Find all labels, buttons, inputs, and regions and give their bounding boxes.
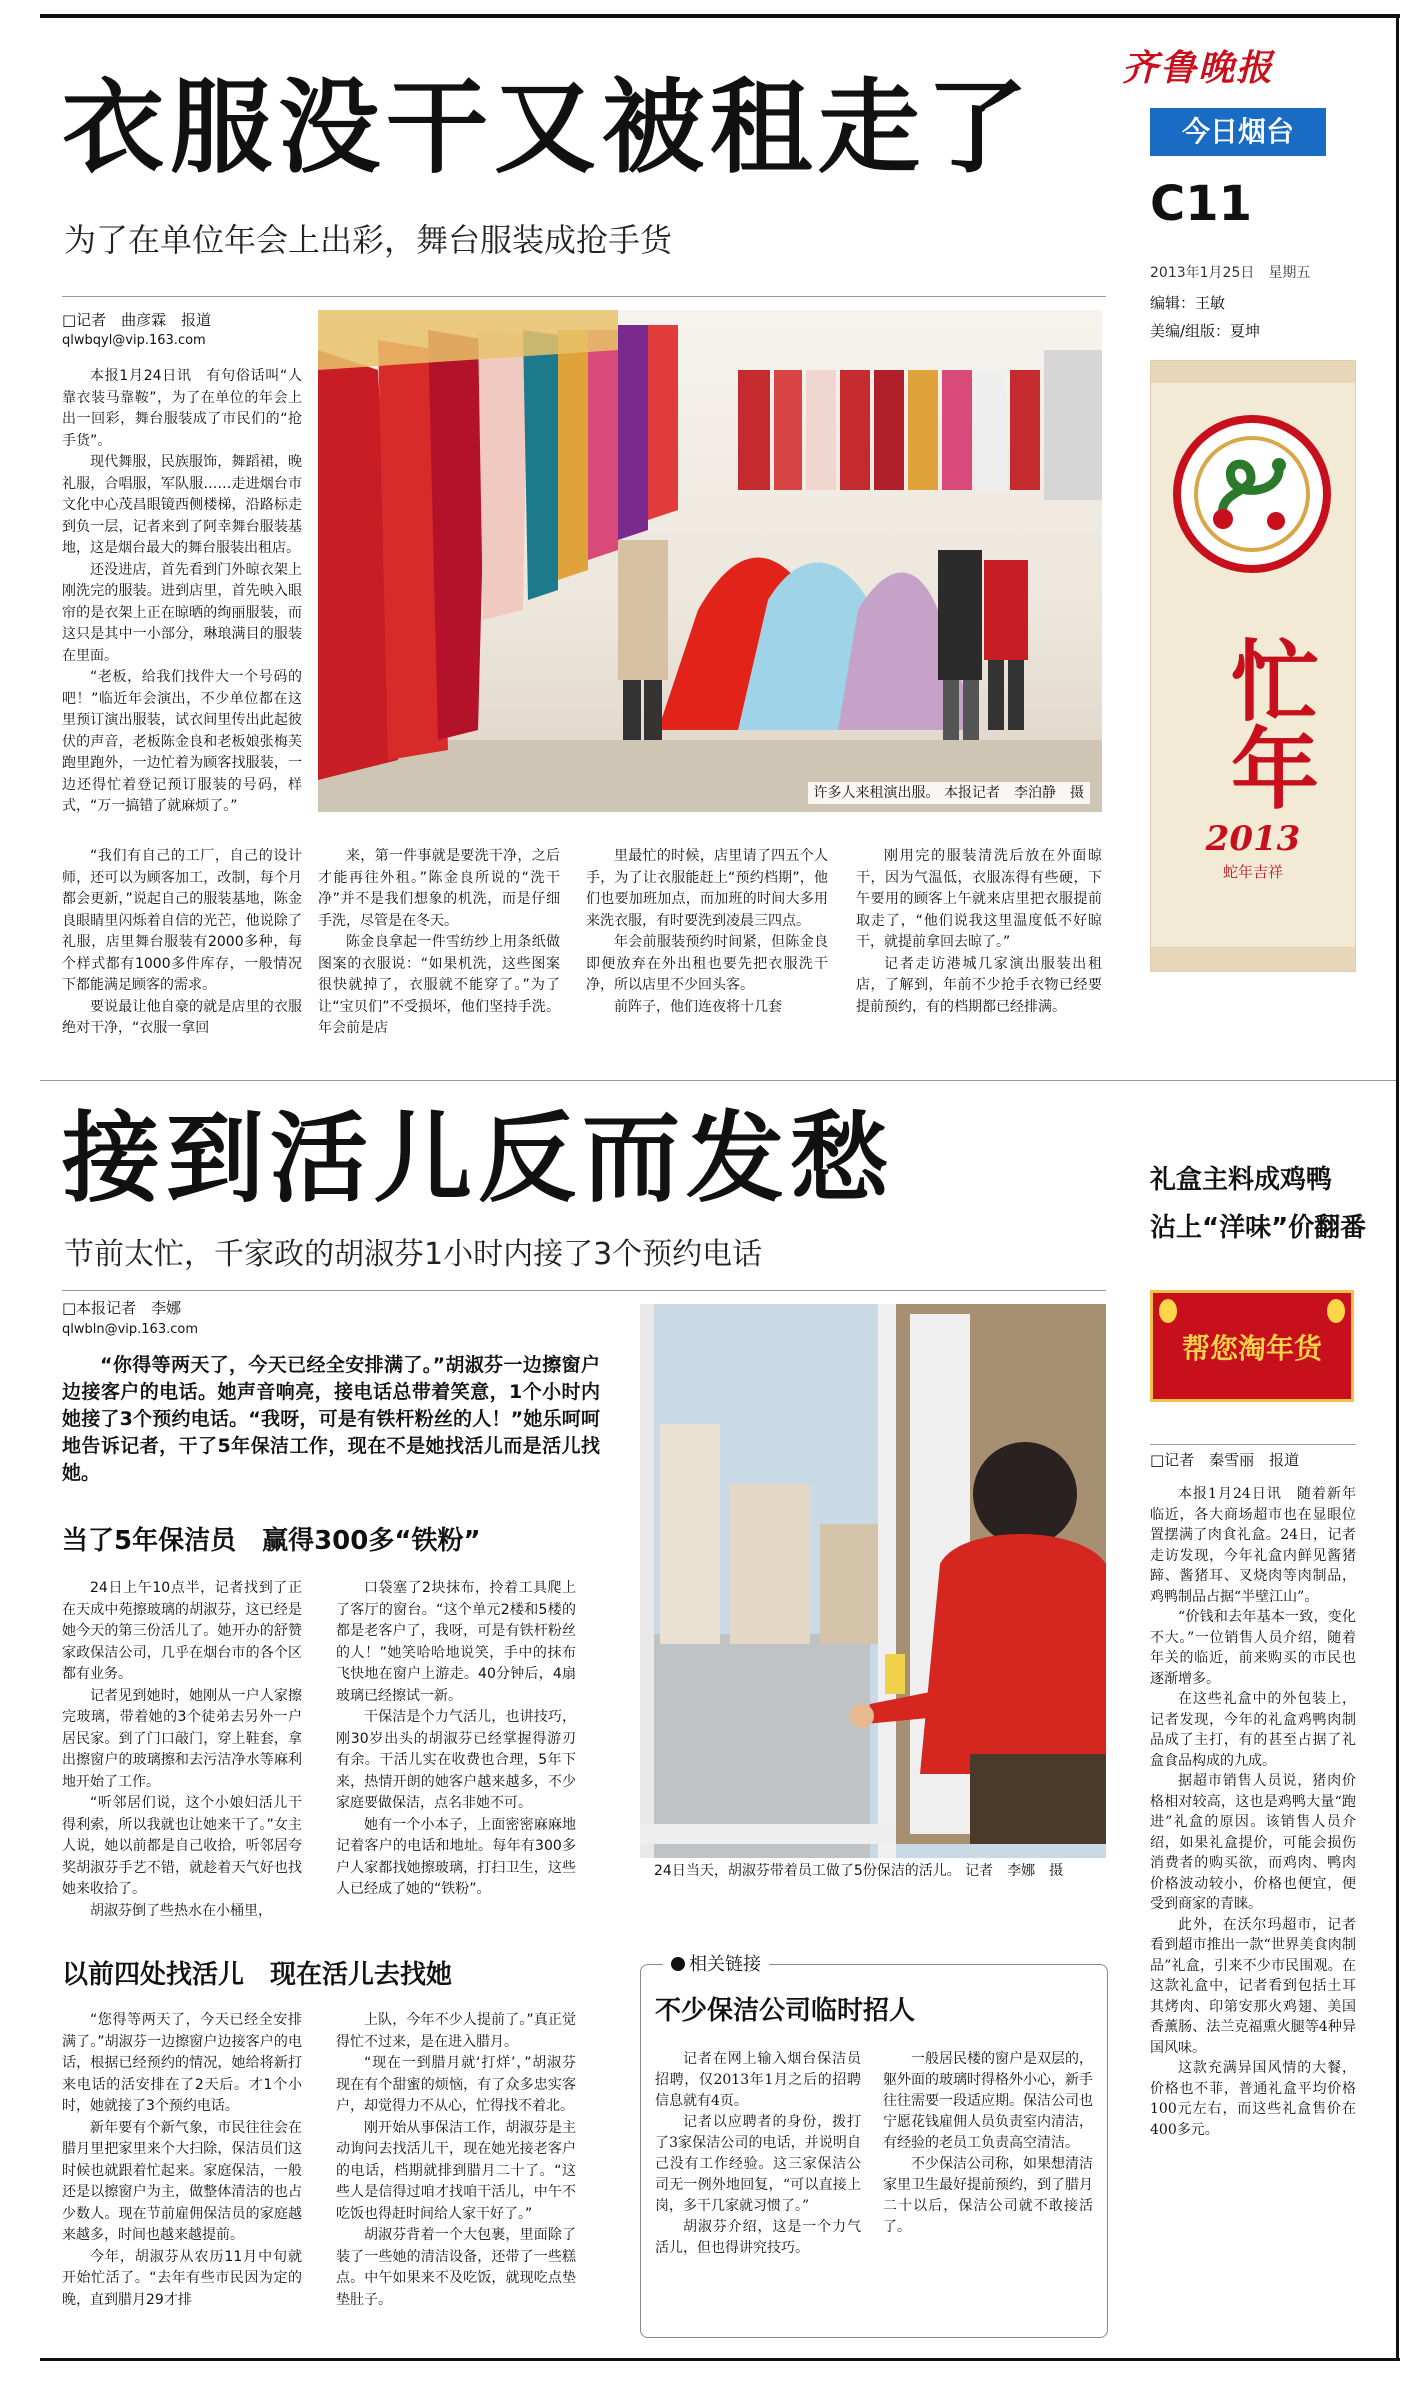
article2-paragraph: “您得等两天了，今天已经全安排满了。”胡淑芬一边擦窗户边接客户的电话，根据已经预约的情况，她给将新打来电话的活安排在了2天后。才1个小时，她就接了3个预约电话。	[62, 2012, 302, 2114]
article2-byline-rule	[62, 1290, 1106, 1291]
article1-paragraph: 现代舞服，民族服饰，舞蹈裙，晚礼服，合唱服，军队服……走进烟台市文化中心茂昌眼镜西侧楼梯，沿路标走到负一层，记者来到了阿幸舞台服装基地，这是烟台最大的舞台服装出租店。	[62, 454, 302, 556]
article2-paragraph: 上队，今年不少人提前了。”真正觉得忙不过来，是在进入腊月。	[336, 2012, 576, 2050]
article2-photo-caption: 24日当天，胡淑芬带着员工做了5份保洁的活儿。 记者 李娜 摄	[640, 1858, 1106, 1884]
related-link-tag-label: 相关链接	[689, 1954, 761, 1975]
article1-column-4	[856, 846, 1102, 1018]
section-divider	[40, 1080, 1396, 1081]
article1-column-3	[586, 846, 828, 1018]
article1-paragraph: 要说最让他自豪的就是店里的衣服绝对干净，“衣服一拿回	[62, 998, 302, 1036]
article1-paragraph: “老板，给我们找件大一个号码的吧！”临近年会演出，不少单位都在这里预订演出服装，试衣间里传出此起彼伏的声音，老板陈金良和老板娘张梅芙跑里跑外，一边忙着为顾客找服装，一边还得忙着登记预订服装的号码，样式，“万一搞错了就麻烦了。”	[62, 669, 302, 814]
shopping-column-logo-text: 帮您淘年货	[1181, 1332, 1322, 1365]
article3-paragraph: “价钱和去年基本一致，变化不大。”一位销售人员介绍，随着年关的临近，前来购买的市民也逐渐增多。	[1150, 1609, 1356, 1687]
related-link-title: 不少保洁公司临时招人	[655, 1996, 916, 2026]
related-link-column-2	[883, 2049, 1093, 2238]
new-year-calendar-ad	[1150, 360, 1356, 972]
article2-paragraph: 干保洁是个力气活儿，也讲技巧，刚30岁出头的胡淑芬已经掌握得游刃有余。干活儿实在收费也合理，5年下来，热情开朗的她客户越来越多，不少家庭要做保洁，点名非她不可。	[336, 1709, 576, 1811]
article2-paragraph: 胡淑芬倒了些热水在小桶里，	[90, 1902, 272, 1919]
article2-lead: “你得等两天了，今天已经全安排满了。”胡淑芬一边擦窗户边接客户的电话。她声音响亮，接电话总带着笑意，1个小时内她接了3个预约电话。“我呀，可是有铁杆粉丝的人！”她乐呵呵地告诉记者，干了5年保洁工作，现在不是她找活儿而是活儿找她。	[62, 1354, 600, 1484]
calendar-big-text: 忙年	[1217, 635, 1320, 811]
article2-s1-column-2	[336, 1578, 576, 1901]
article1-column-1b	[62, 846, 302, 1040]
paper-name-logo: 齐鲁晚报	[1122, 47, 1275, 89]
article1-paragraph: 前阵子，他们连夜将十几套	[614, 998, 782, 1015]
calendar-year: 2013	[1205, 819, 1301, 859]
lantern-icon	[1327, 1299, 1345, 1323]
article3-paragraph: 这款充满异国风情的大餐，价格也不菲，普通礼盒平均价格100元左右，而这些礼盒售价在400多元。	[1150, 2060, 1356, 2138]
related-link-tag	[663, 1951, 769, 1979]
article3-paragraph: 此外，在沃尔玛超市，记者看到超市推出一款“世界美食肉制品”礼盒，引来不少市民围观。在这款礼盒中，记者看到包括土耳其烤肉、印第安那火鸡翅、美国香薰肠、法兰克福熏火腿等4种异国风味。	[1150, 1916, 1356, 2056]
top-rule	[40, 14, 1400, 18]
shopping-column-logo	[1150, 1290, 1354, 1402]
article1-byline: □记者 曲彦霖 报道	[62, 311, 212, 329]
article2-paragraph: 胡淑芬背着一个大包裹，里面除了装了一些她的清洁设备，还带了一些糕点。中午如果来不及吃饭，就现吃点垫垫肚子。	[336, 2227, 576, 2308]
related-paragraph: 一般居民楼的窗户是双层的，躯外面的玻璃时得格外小心，新手往往需要一段适应期。保洁公司也宁愿花钱雇佣人员负责室内清洁，有经验的老员工负责高空清洁。	[883, 2051, 1093, 2151]
related-link-column-1	[655, 2049, 861, 2259]
related-link-box	[640, 1954, 1108, 2338]
article1-photo-costume-shop	[318, 310, 1102, 812]
article2-paragraph: 记者见到她时，她刚从一户人家擦完玻璃，带着她的3个徒弟去另外一户居民家。到了门口敲门，穿上鞋套，拿出擦窗户的玻璃擦和去污洁净水等麻利地开始了工作。	[62, 1687, 302, 1790]
related-paragraph: 记者在网上输入烟台保洁员招聘，仅2013年1月之后的招聘信息就有4页。	[655, 2051, 861, 2109]
right-frame-rule	[1396, 14, 1399, 2361]
article2-paragraph: 今年，胡淑芬从农历11月中旬就开始忙活了。“去年有些市民因为定的晚，直到腊月29才排	[62, 2248, 302, 2308]
article2-email: qlwbln@vip.163.com	[62, 1322, 198, 1337]
section-tag: 今日烟台	[1150, 108, 1326, 156]
article1-subhead: 为了在单位年会上出彩，舞台服装成抢手货	[64, 221, 673, 259]
article2-paragraph: 24日上午10点半，记者找到了正在天成中苑擦玻璃的胡淑芬，这已经是她今天的第三份活儿了。她开办的舒赞家政保洁公司，几乎在烟台市的各个区都有业务。	[62, 1580, 302, 1682]
article3-headline-1: 礼盒主料成鸡鸭	[1150, 1165, 1333, 1195]
bottom-rule	[40, 2358, 1400, 2361]
article3-byline: □记者 秦雪丽 报道	[1150, 1451, 1300, 1469]
article1-email: qlwbqyl@vip.163.com	[62, 333, 206, 348]
article1-paragraph: 陈金良拿起一件雪纺纱上用条纸做图案的衣服说：“如果机洗，这些图案很快就掉了，衣服就不能穿了。”为了让“宝贝们”不受损坏，他们坚持手洗。年会前是店	[318, 934, 560, 1036]
article2-paragraph: 新年要有个新气象，市民往往会在腊月里把家里来个大扫除，保洁员们这时候也就跟着忙起来。家庭保洁，一般还是以擦窗户为主，做整体清洁的也占少数人。现在节前雇佣保洁员的家庭越来越多，时间也越来越提前。	[62, 2119, 302, 2243]
issue-date: 2013年1月25日 星期五	[1150, 265, 1311, 281]
article2-headline: 接到活儿反而发愁	[62, 1102, 895, 1216]
article1-photo-caption: 许多人来租演出服。 本报记者 李泊静 摄	[808, 782, 1090, 804]
calendar-top-band	[1151, 361, 1355, 383]
article2-paragraph: 她有一个小本子，上面密密麻麻地记着客户的电话和地址。每年有300多户人家都找她擦玻璃，打扫卫生，这些人已经成了她的“铁粉”。	[336, 1816, 576, 1897]
link-icon	[671, 1957, 685, 1971]
calendar-bottom-band	[1151, 947, 1355, 971]
related-paragraph: 不少保洁公司称，如果想清洁家里卫生最好提前预约，到了腊月二十以后，保洁公司就不敢接活了。	[883, 2156, 1093, 2235]
article2-s1-column-1	[62, 1578, 302, 1922]
snake-seal-icon	[1173, 415, 1331, 573]
editor-credit: 编辑：王敏	[1150, 294, 1226, 312]
article2-paragraph: 刚开始从事保洁工作，胡淑芬是主动询问去找活儿干，现在她光接老客户的电话，档期就排到腊月二十了。“这些人是信得过咱才找咱干活儿，中午不吃饭也得赶时间给人家干好了。”	[336, 2119, 576, 2222]
article1-paragraph: 记者走访港城几家演出服装出租店，了解到，年前不少抢手衣物已经要提前预约，有的档期都已经排满。	[856, 955, 1102, 1015]
article2-subhead: 节前太忙，千家政的胡淑芬1小时内接了3个预约电话	[64, 1237, 763, 1272]
article3-paragraph: 本报1月24日讯 随着新年临近，各大商场超市也在显眼位置摆满了肉食礼盒。24日，记者走访发现，今年礼盒内鲜见酱猪蹄、酱猪耳、叉烧肉等肉制品，鸡鸭制品占据“半壁江山”。	[1150, 1486, 1356, 1605]
article1-paragraph: 来，第一件事就是要洗干净，之后才能再往外租。”陈金良所说的“洗干净”并不是我们想象的机洗，而是仔细手洗，尽管是在冬天。	[318, 848, 560, 929]
calendar-motto: 蛇年吉祥	[1222, 863, 1283, 881]
lantern-icon	[1159, 1299, 1177, 1323]
article1-column-1	[62, 366, 302, 818]
article1-paragraph: “我们有自己的工厂，自己的设计师，还可以为顾客加工，改制，每个月都会更新，”说起自己的服装基地，陈金良眼睛里闪烁着自信的光芒，他说除了礼服，店里舞台服装有2000多种，每个样式都有1000多件库存，一般情况下都能满足顾客的需求。	[62, 848, 302, 993]
article1-byline-rule	[62, 296, 1106, 297]
article1-column-2	[318, 846, 560, 1040]
article2-s2-column-2	[336, 2010, 576, 2311]
design-credit: 美编/组版：夏坤	[1150, 322, 1261, 340]
article2-section1-title: 当了5年保洁员 赢得300多“铁粉”	[62, 1526, 481, 1556]
article1-paragraph: 刚用完的服装清洗后放在外面晾干，因为气温低，衣服冻得有些硬，下午要用的顾客上午就来店里把衣服提前取走了，“他们说我这里温度低不好晾干，就提前拿回去晾了。”	[856, 848, 1102, 950]
article2-byline: □本报记者 李娜	[62, 1299, 182, 1317]
article1-paragraph: 还没进店，首先看到门外晾衣架上刚洗完的服装。进到店里，首先映入眼帘的是衣架上正在晾晒的绚丽服装，而这只是其中一小部分，琳琅满目的服装在里面。	[62, 561, 302, 664]
article1-paragraph: 本报1月24日讯 有句俗话叫“人靠衣装马靠鞍”，为了在单位的年会上出一回彩，舞台服装成了市民们的“抢手货”。	[62, 368, 302, 449]
article3-paragraph: 据超市销售人员说，猪肉价格相对较高，这也是鸡鸭大量“跑进”礼盒的原因。该销售人员介绍，如果礼盒提价，可能会损伤消费者的购买欲，而鸡肉、鸭肉价格波动较小，价格也便宜，便受到商家的青睐。	[1150, 1773, 1356, 1912]
article3-headline-2: 沾上“洋味”价翻番	[1150, 1213, 1367, 1243]
article2-paragraph: “听邻居们说，这个小娘妇活儿干得利索，所以我就也让她来干了。”女主人说，她以前都是自己收拾，听邻居夸奖胡淑芬手艺不错，就趁着天气好也找她来收拾了。	[62, 1795, 302, 1897]
article2-photo-window-cleaning	[640, 1304, 1106, 1884]
article3-byline-rule	[1150, 1444, 1356, 1445]
related-paragraph: 记者以应聘者的身份，拨打了3家保洁公司的电话，并说明自己没有工作经验。这三家保洁公司无一例外地回复，“可以直接上岗，多干几家就习惯了。”	[655, 2114, 861, 2214]
article3-body	[1150, 1484, 1356, 2140]
article2-paragraph: “现在一到腊月就‘打烊’，”胡淑芬现在有个甜蜜的烦恼，有了众多忠实客户，却觉得力不从心，忙得找不着北。	[336, 2055, 576, 2114]
article1-paragraph: 里最忙的时候，店里请了四五个人手，为了让衣服能赶上“预约档期”，他们也要加班加点，而加班的时间大多用来洗衣服，有时要洗到凌晨三四点。	[586, 848, 828, 929]
related-paragraph: 胡淑芬介绍，这是一个力气活儿，但也得讲究技巧。	[655, 2219, 861, 2256]
page-number: C11	[1150, 176, 1253, 232]
article1-headline: 衣服没干又被租走了	[62, 69, 1034, 188]
article2-s2-column-1	[62, 2010, 302, 2311]
article2-paragraph: 口袋塞了2块抹布，拎着工具爬上了客厅的窗台。“这个单元2楼和5楼的都是老客户了，我呀，可是有铁杆粉丝的人！”她笑哈哈地说笑，手中的抹布飞快地在窗户上游走。40分钟后，4扇玻璃已经擦试一新。	[336, 1580, 576, 1704]
article3-paragraph: 在这些礼盒中的外包装上，记者发现，今年的礼盒鸡鸭肉制品成了主打，有的甚至占据了礼盒食品构成的九成。	[1150, 1691, 1356, 1769]
article2-section2-title: 以前四处找活儿 现在活儿去找她	[62, 1960, 453, 1990]
article1-paragraph: 年会前服装预约时间紧，但陈金良即便放弃在外出租也要先把衣服洗干净，所以店里不少回头客。	[586, 934, 828, 993]
